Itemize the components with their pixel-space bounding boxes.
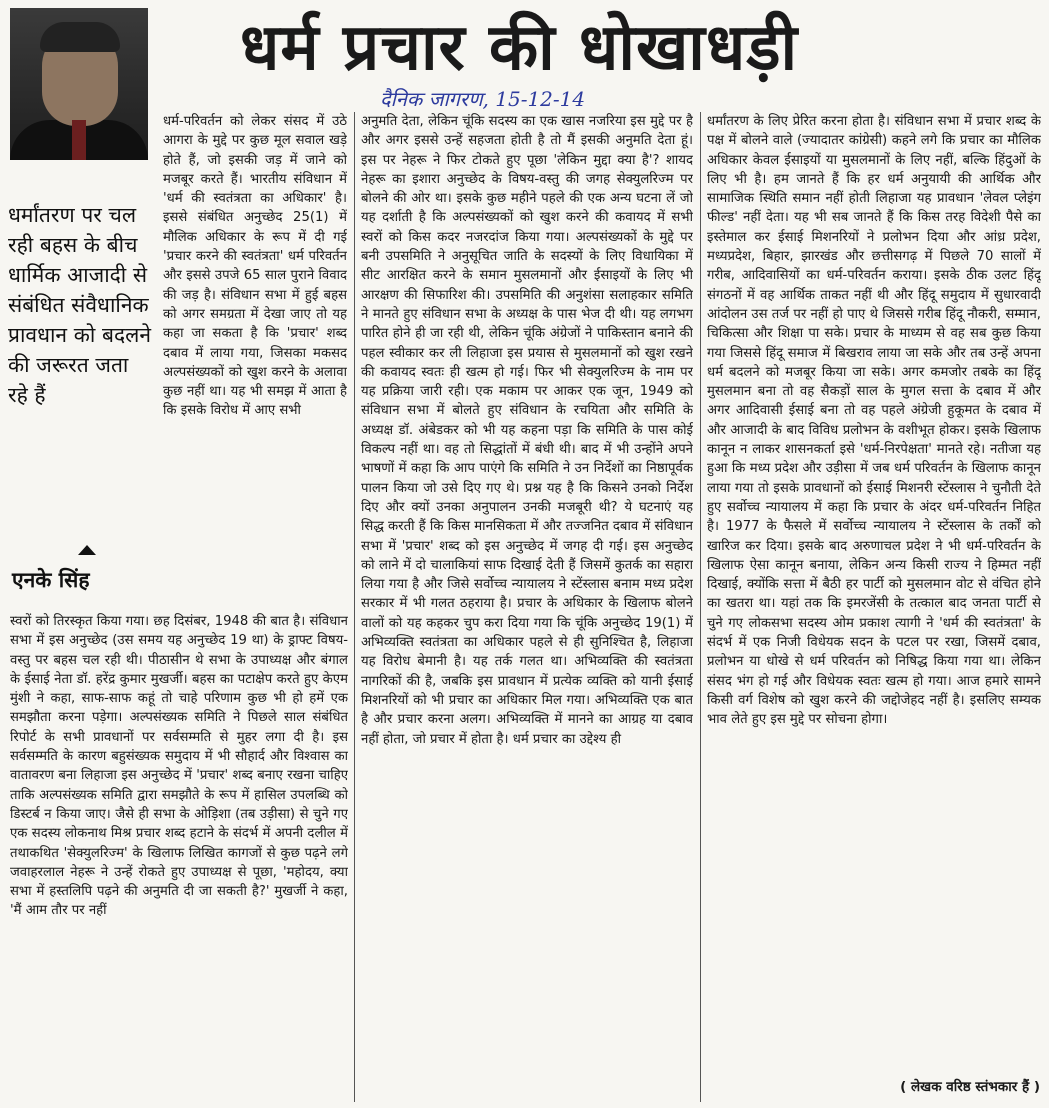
pull-quote: धर्मांतरण पर चल रही बहस के बीच धार्मिक आजादी से संबंधित संवैधानिक प्रावधान को बदलने की जरूरत जता रहे हैं	[8, 203, 152, 407]
paragraph: धर्म-परिवर्तन को लेकर संसद में उठे आगरा के मुद्दे पर कुछ मूल सवाल खड़े होते हैं, जो इसकी जड़ में जाने को मजबूर करते हैं। भारतीय संविधान में 'धर्म की स्वतंत्रता का अधिकार' है। इससे संबंधित अनुच्छेद 25(1) में मौलिक अधिकार के रूप में दी गई 'प्रचार करने की स्वतंत्रता' धर्म परिवर्तन और इससे उपजे 65 साल पुराने विवाद की जड़ है। संविधान सभा में हुई बहस को अगर समग्रता में देखा जाए तो यह कहा जा सकता है कि 'प्रचार' शब्द दबाव में लाया गया, जिसका मकसद अल्पसंख्यकों को खुश करने के अलावा कुछ नहीं था। यह भी समझ में आता है कि इसके विरोध में आए सभी	[163, 114, 347, 419]
handwritten-date-note: दैनिक जागरण, 15-12-14	[380, 87, 586, 111]
headline: धर्म प्रचार की धोखाधड़ी	[240, 11, 799, 85]
column-divider	[700, 112, 701, 1102]
article-column-2	[361, 112, 693, 1102]
article-column-1-bottom	[10, 612, 348, 1102]
paragraph: अनुमति देता, लेकिन चूंकि सदस्य का एक खास नजरिया इस मुद्दे पर है और अगर इससे उन्हें सहजता होती है तो मैं इसकी अनुमति देता हूं। इस पर नेहरू ने फिर टोकते हुए पूछा 'लेकिन मुद्दा क्या है'? शायद नेहरू का इशारा अनुच्छेद के विषय-वस्तु की जगह सेक्युलरिज्म पर बोलने की ओर था। इसके कुछ महीने पहले की एक अन्य घटना लें जो यह दर्शाती है कि अल्पसंख्यकों को खुश करने की कवायद में सभी स्वरों को किस कदर नजरदांज किया गया। अल्पसंख्यकों के मुद्दे पर बनी उपसमिति ने अनुसूचित जाति के सदस्यों के लिए विधायिका में सीट आरक्षित करने के समान मुसलमानों और ईसाइयों के लिए भी आरक्षण की सिफारिश की। उपसमिति की अनुशंसा सलाहकार समिति ने मानते हुए संविधान सभा के अध्यक्ष के पास भेज दी थी। यह लगभग पारित होने ही जा रही थी, लेकिन चूंकि अंग्रेजों ने पाकिस्तान बनाने की पहल स्वीकार कर ली लिहाजा इस प्रयास से मुसलमानों को खुश रखने की कवायद स्वतः ही खत्म हो गई। फिर भी सेक्युलरिज्म के नाम पर यह प्रक्रिया जारी रही। एक मकाम पर आकर एक जून, 1949 को संविधान सभा में बोलते हुए संविधान के रचयिता और समिति के अध्यक्ष डॉ. अंबेडकर को भी यह कहना पड़ा कि समिति के पास कोई विकल्प नहीं था। वह तो सिद्धांतों में बंधी थी। बाद में भी उन्होंने अपने भाषणों में कहा कि आप पाएंगे कि समिति ने उन निर्देशों का निष्ठापूर्वक पालन किया जो उसे दिए गए थे। प्रश्न यह है कि किसने उनको निर्देश दिए और क्यों उनका अनुपालन उनकी मजबूरी थी? ये घटनाएं यह सिद्ध करती हैं कि किस मानसिकता में और तज्जनित दबाव में संविधान सभा में 'प्रचार' शब्द को इस अनुच्छेद में जगह दी गई। इस अनुच्छेद को लाने में दो चालाकियां साफ दिखाई देती हैं जिसमें कुतर्क का सहारा लिया गया है और जिसे सर्वोच्च न्यायालय ने स्टेंस्लास बनाम मध्य प्रदेश सरकार में भी गलत ठहराया है। प्रचार के अधिकार के खिलाफ बोलने वालों को यह कहकर चुप करा दिया गया कि चूंकि अनुच्छेद 19(1) में अभिव्यक्ति स्वतंत्रता का अधिकार पहले से ही सुनिश्चित है, लिहाजा यह विरोध बेमानी है। यह तर्क गलत था। अभिव्यक्ति की स्वतंत्रता नागरिकों की है, जबकि इस प्रावधान में प्रत्येक व्यक्ति को यानी ईसाई मिशनरियों को भी प्रचार का अधिकार मिल गया। अभिव्यक्ति एक बात है और प्रचार करना अलग। अभिव्यक्ति में मानने का आग्रह या दबाव नहीं होता, जो प्रचार में होता है। धर्म प्रचार का उद्देश्य ही	[361, 114, 693, 747]
article-column-1-top	[163, 112, 347, 610]
paragraph: स्वरों को तिरस्कृत किया गया। छह दिसंबर, 1948 की बात है। संविधान सभा में इस अनुच्छेद (उस समय यह अनुच्छेद 19 था) के ड्राफ्ट विषय-वस्तु पर बहस चल रही थी। पीठासीन थे सभा के उपाध्यक्ष और बंगाल के ईसाई नेता डॉ. हरेंद्र कुमार मुखर्जी। बहस का पटाक्षेप करते हुए केएम मुंशी ने कहा, साफ-साफ कहूं तो चाहे परिणाम कुछ भी हो हमें एक समझौता करना पड़ेगा। अल्पसंख्यक समिति ने पिछले साल संबंधित रिपोर्ट के सभी प्रावधानों पर सर्वसम्मति से मुहर लगा दी है। इस सर्वसम्मति के कारण बहुसंख्यक समुदाय में भी सौहार्द और विश्वास का वातावरण बना लिहाजा इस अनुच्छेद में 'प्रचार' शब्द बनाए रखना चाहिए ताकि अल्पसंख्यक समिति द्वारा समझौते के रूप में हासिल उपलब्धि को डिस्टर्ब न किया जाए। जैसे ही सभा के ओड़िशा (तब उड़ीसा) से चुने गए एक सदस्य लोकनाथ मिश्र प्रचार शब्द हटाने के संदर्भ में अपनी दलील में तथाकथित 'सेक्युलरिज्म' के खिलाफ लिखित कागजों से कुछ पढ़ने लगे जवाहरलाल नेहरू ने उन्हें रोकते हुए उपाध्यक्ष से पूछा, 'महोदय, क्या सभा में हस्तलिपि पढ़ने की अनुमति दी जा सकती है?' मुखर्जी ने कहा, 'मैं आम तौर पर नहीं	[10, 614, 348, 919]
author-photo	[10, 8, 148, 160]
triangle-marker-icon	[78, 545, 96, 555]
article-column-3	[707, 112, 1041, 1102]
column-divider	[354, 112, 355, 1102]
author-credit: ( लेखक वरिष्ठ स्तंभकार हैं )	[900, 1079, 1040, 1095]
paragraph: धर्मांतरण के लिए प्रेरित करना होता है। संविधान सभा में प्रचार शब्द के पक्ष में बोलने वाले (ज्यादातर कांग्रेसी) कहने लगे कि प्रचार का मौलिक अधिकार केवल ईसाइयों या मुसलमानों के लिए नहीं, बल्कि हिंदुओं के लिए भी है। हम जानते हैं कि हर धर्म अनुयायी की आर्थिक और सामाजिक स्थिति समान नहीं होती लिहाजा यह प्रावधान 'लेवल प्लेइंग फील्ड' नहीं देता। यह भी सब जानते हैं कि किस तरह विदेशी पैसे का इस्तेमाल कर ईसाई मिशनरियों ने प्रलोभन दिया और आंध्र प्रदेश, मध्यप्रदेश, बिहार, झारखंड और छत्तीसगढ़ में पिछले 70 सालों में गरीब, आदिवासियों का धर्म-परिवर्तन कराया। इसके ठीक उलट हिंदू संगठनों में वह आर्थिक ताकत नहीं थी और हिंदू समुदाय में सुधारवादी आंदोलन उस तर्ज पर नहीं हो पाए थे जिससे गरीब हिंदू नौकरी, सम्मान, चिकित्सा और शिक्षा पा सके। प्रचार के माध्यम से वह सब कुछ किया गया जिससे हिंदू समाज में बिखराव लाया जा सके और तब उन्हें अपना धर्म बदलने को मजबूर किया जा सके। अगर कमजोर तबके का हिंदू मुसलमान बना तो वह सैकड़ों साल के मुगल सत्ता के दबाव में और अगर आदिवासी ईसाई बना तो वह पहले अंग्रेजी हुकूमत के दबाव में और आजादी के बाद विविध प्रलोभन के वशीभूत होकर। इसके खिलाफ कानून न लाकर शासनकर्ता इसे 'धर्म-निरपेक्षता' मानते रहे। नतीजा यह हुआ कि मध्य प्रदेश और उड़ीसा में जब धर्म परिवर्तन के खिलाफ कानून लाया गया तो इसके प्रावधानों को ईसाई मिशनरी स्टेंस्लास ने चुनौती देते हुए सर्वोच्च न्यायालय में कहा कि प्रचार के अंदर धर्म-परिवर्तन निहित है। 1977 के फैसले में सर्वोच्च न्यायालय ने स्टेंस्लास के तर्कों को खारिज कर दिया। इसके बाद अरुणाचल प्रदेश ने भी धर्म-परिवर्तन के खिलाफ ऐसा कानून बनाया, लेकिन अन्य किसी राज्य ने हिम्मत नहीं दिखाई, क्योंकि सत्ता में बैठी हर पार्टी को मुसलमान वोट से वंचित होने का खतरा था। यहां तक कि इमरजेंसी के तत्काल बाद जनता पार्टी से चुने गए लोकसभा सदस्य ओम प्रकाश त्यागी ने 'धर्म की स्वतंत्रता' के संदर्भ में एक निजी विधेयक सदन के पटल पर रखा, जिसमें दबाव, प्रलोभन या धोखे से धर्म परिवर्तन को निषिद्ध किया गया था। लेकिन संसद भंग हो गई और विधेयक स्वतः खत्म हो गया। आज हमारे सामने किसी वर्ग विशेष को खुश करने की जद्दोजेहद नहीं है। इसलिए सम्यक भाव लेते हुए इस मुद्दे पर सोचना होगा।	[707, 114, 1041, 728]
author-name: एनके सिंह	[12, 568, 90, 592]
